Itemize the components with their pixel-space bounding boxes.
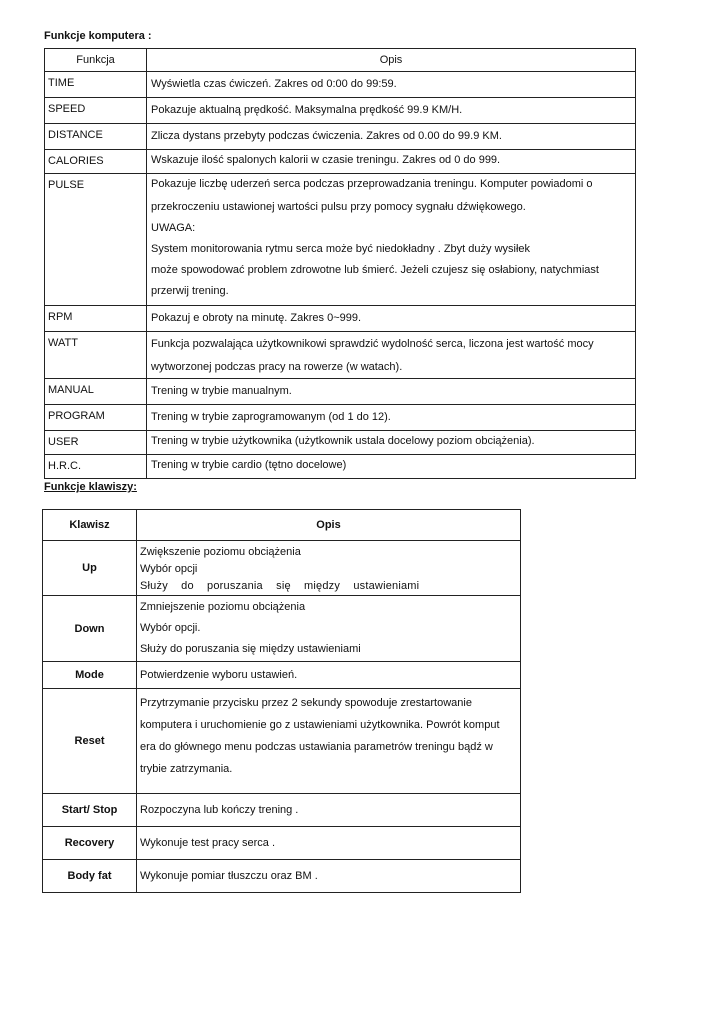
function-description: Trening w trybie użytkownika (użytkownik ustala docelowy poziom obciążenia).: [151, 435, 535, 447]
function-description: Pokazuj e obroty na minutę. Zakres 0~999.: [151, 312, 362, 324]
key-description-line: Zmniejszenie poziomu obciążenia: [140, 601, 306, 613]
table-row: [45, 150, 636, 174]
function-description-line: Funkcja pozwalająca użytkownikowi sprawdzić wydolność serca, liczona jest wartość mocy: [151, 338, 594, 350]
key-description: Wykonuje pomiar tłuszczu oraz BM .: [140, 870, 318, 882]
table-row: [45, 306, 636, 332]
table-row: [43, 596, 521, 662]
function-name: MANUAL: [48, 384, 94, 396]
function-description: Wskazuje ilość spalonych kalorii w czasie treningu. Zakres od 0 do 999.: [151, 154, 501, 166]
function-name: PROGRAM: [48, 410, 105, 422]
key-functions-table: [42, 509, 521, 893]
key-description-line: era do głównego menu podczas ustawiania parametrów treningu bądź w: [140, 741, 493, 753]
function-name: CALORIES: [48, 155, 104, 167]
table-row: [45, 72, 636, 98]
function-description-line: może spowodować problem zdrowotne lub śmierć. Jeżeli czujesz się osłabiony, natychmiast: [151, 264, 599, 276]
table-row: [43, 827, 521, 860]
computer-functions-table: [44, 48, 636, 479]
key-description-line: komputera i uruchomienie go z ustawieniami użytkownika. Powrót komput: [140, 719, 500, 731]
table-row: [45, 379, 636, 405]
column-header-description: Opis: [137, 510, 521, 541]
warning-label: UWAGA:: [151, 222, 196, 234]
table-row: [45, 98, 636, 124]
function-description: Trening w trybie manualnym.: [151, 385, 292, 397]
table-row: [45, 124, 636, 150]
table-row: [43, 541, 521, 596]
table-row: [43, 689, 521, 794]
table-row: [45, 405, 636, 431]
key-description-line: Przytrzymanie przycisku przez 2 sekundy spowoduje zrestartowanie: [140, 697, 472, 709]
key-description: Wykonuje test pracy serca .: [140, 837, 276, 849]
function-name: H.R.C.: [48, 460, 81, 472]
function-description: Pokazuje aktualną prędkość. Maksymalna prędkość 99.9 KM/H.: [151, 104, 463, 116]
key-name: Mode: [43, 662, 137, 689]
key-name: Recovery: [43, 827, 137, 860]
table-row: [45, 174, 636, 306]
key-description-line: Zwiększenie poziomu obciążenia: [140, 546, 301, 558]
table-header-row: [45, 49, 636, 72]
table-header-row: [43, 510, 521, 541]
key-description: Potwierdzenie wyboru ustawień.: [140, 669, 298, 681]
column-header-key: Klawisz: [43, 510, 137, 541]
key-functions-title: Funkcje klawiszy:: [44, 481, 137, 493]
function-name: USER: [48, 436, 79, 448]
table-row: [43, 860, 521, 893]
key-name: Body fat: [43, 860, 137, 893]
function-description-line: przekroczeniu ustawionej wartości pulsu przy pomocy sygnału dźwiękowego.: [151, 201, 526, 213]
key-description: Rozpoczyna lub kończy trening .: [140, 804, 299, 816]
key-description-line: Wybór opcji.: [140, 622, 201, 634]
function-description-line: przerwij trening.: [151, 285, 229, 297]
key-description-line: trybie zatrzymania.: [140, 763, 233, 775]
key-name: Down: [43, 596, 137, 662]
column-header-description: Opis: [147, 49, 636, 72]
function-description: Trening w trybie zaprogramowanym (od 1 do 12).: [151, 411, 391, 423]
key-description-line: Wybór opcji: [140, 563, 198, 575]
table-row: [45, 332, 636, 379]
column-header-function: Funkcja: [45, 49, 147, 72]
table-row: [43, 794, 521, 827]
function-name: SPEED: [48, 103, 86, 115]
function-description-line: System monitorowania rytmu serca może być niedokładny . Zbyt duży wysiłek: [151, 243, 531, 255]
key-name: Start/ Stop: [43, 794, 137, 827]
key-description-line: Służy do poruszania się między ustawieniami: [140, 643, 361, 655]
function-name: WATT: [48, 337, 78, 349]
key-name: Up: [43, 541, 137, 596]
function-name: TIME: [48, 77, 75, 89]
function-name: RPM: [48, 311, 73, 323]
key-name: Reset: [43, 689, 137, 794]
function-description-line: wytworzonej podczas pracy na rowerze (w watach).: [151, 361, 403, 373]
function-name: PULSE: [48, 179, 85, 191]
table-row: [45, 455, 636, 479]
function-description: Trening w trybie cardio (tętno docelowe): [151, 459, 347, 471]
table-row: [45, 431, 636, 455]
function-description: Zlicza dystans przebyty podczas ćwiczenia. Zakres od 0.00 do 99.9 KM.: [151, 130, 502, 142]
computer-functions-title: Funkcje komputera :: [44, 30, 152, 42]
key-description-line: Służy do poruszania się między ustawieniami: [140, 580, 420, 592]
function-name: DISTANCE: [48, 129, 103, 141]
function-description: Wyświetla czas ćwiczeń. Zakres od 0:00 do 99:59.: [151, 78, 397, 90]
function-description-line: Pokazuje liczbę uderzeń serca podczas przeprowadzania treningu. Komputer powiadomi o: [151, 178, 593, 190]
table-row: [43, 662, 521, 689]
